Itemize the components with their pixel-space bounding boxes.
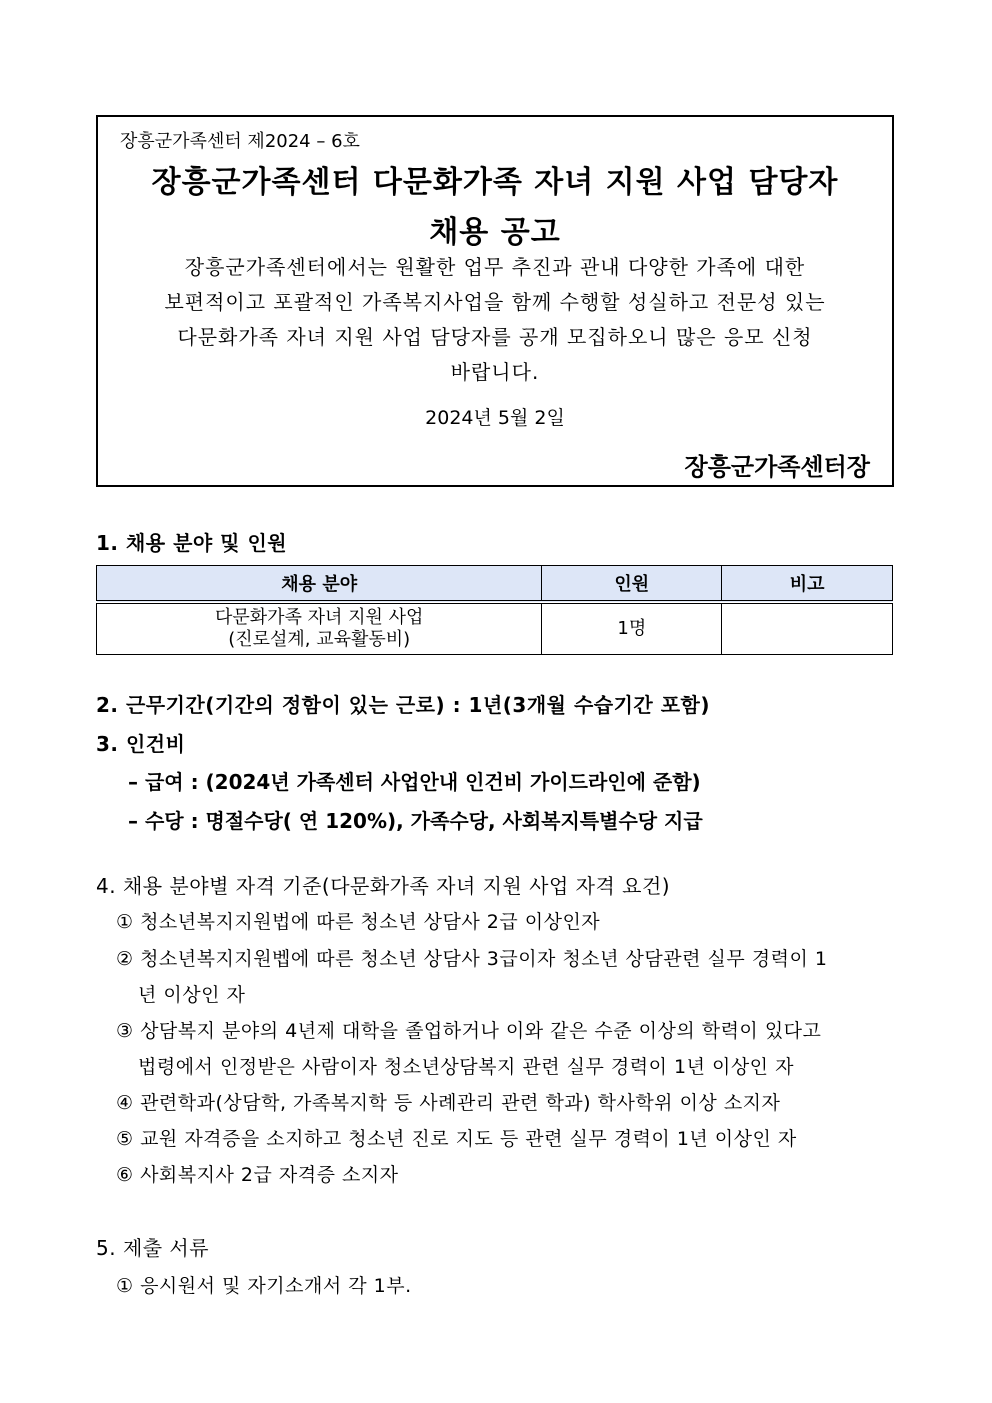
qualification-item-continued: 법령에서 인정받은 사람이자 청소년상담복지 관련 실무 경력이 1년 이상인 자 [138,1056,794,1078]
column-header-field: 채용 분야 [97,566,542,603]
column-header-count: 인원 [542,566,722,603]
qualification-item: ③ 상담복지 분야의 4년제 대학을 졸업하거나 이와 같은 수준 이상의 학력이 있다고 [116,1020,822,1042]
column-header-note: 비고 [722,566,893,603]
note-cell [722,602,893,655]
notice-issuer: 장흥군가족센터장 [684,453,870,481]
intro-line: 다문화가족 자녀 지원 사업 담당자를 공개 모집하오니 많은 응모 신청 [177,325,813,349]
section3-heading: 3. 인건비 [96,732,186,756]
allowance-item: – 수당 : 명절수당( 연 120%), 가족수당, 사회복지특별수당 지급 [128,809,703,833]
qualification-item: ① 청소년복지지원법에 따른 청소년 상담사 2급 이상인자 [116,911,601,933]
qualification-item: ④ 관련학과(상담학, 가족복지학 등 사례관리 관련 학과) 학사학위 이상 소지자 [116,1092,781,1114]
notice-header-box [96,115,894,487]
table-row [97,602,893,655]
section5-heading: 5. 제출 서류 [96,1236,210,1260]
section2-heading: 2. 근무기간(기간의 정함이 있는 근로) : 1년(3개월 수습기간 포함) [96,693,710,717]
intro-line: 바랍니다. [450,360,540,384]
notice-title-line2: 채용 공고 [429,215,561,250]
salary-item: – 급여 : (2024년 가족센터 사업안내 인건비 가이드라인에 준함) [128,770,701,794]
section1-heading: 1. 채용 분야 및 인원 [96,531,288,555]
intro-line: 장흥군가족센터에서는 원활한 업무 추진과 관내 다양한 가족에 대한 [184,255,806,279]
notice-title-line1: 장흥군가족센터 다문화가족 자녀 지원 사업 담당자 [151,165,839,200]
qualification-item: ⑥ 사회복지사 2급 자격증 소지자 [116,1164,399,1186]
qualification-item: ⑤ 교원 자격증을 소지하고 청소년 진로 지도 등 관련 실무 경력이 1년 이상인 자 [116,1128,797,1150]
intro-line: 보편적이고 포괄적인 가족복지사업을 함께 수행할 성실하고 전문성 있는 [164,290,826,314]
field-detail: (진로설계, 교육활동비) [228,629,411,650]
document-number: 장흥군가족센터 제2024 – 6호 [120,131,360,152]
field-name: 다문화가족 자녀 지원 사업 [214,607,424,628]
notice-date: 2024년 5월 2일 [425,407,565,429]
section4-heading: 4. 채용 분야별 자격 기준(다문화가족 자녀 지원 사업 자격 요건) [96,874,671,898]
recruitment-table [96,565,893,655]
count-cell: 1명 [542,602,722,655]
qualification-item-continued: 년 이상인 자 [138,984,246,1006]
table-header-row [97,566,893,603]
field-cell [97,602,542,655]
qualification-item: ② 청소년복지지원벱에 따른 청소년 상담사 3급이자 청소년 상담관련 실무 경력이 1 [116,948,828,970]
document-item: ① 응시원서 및 자기소개서 각 1부. [116,1275,412,1297]
